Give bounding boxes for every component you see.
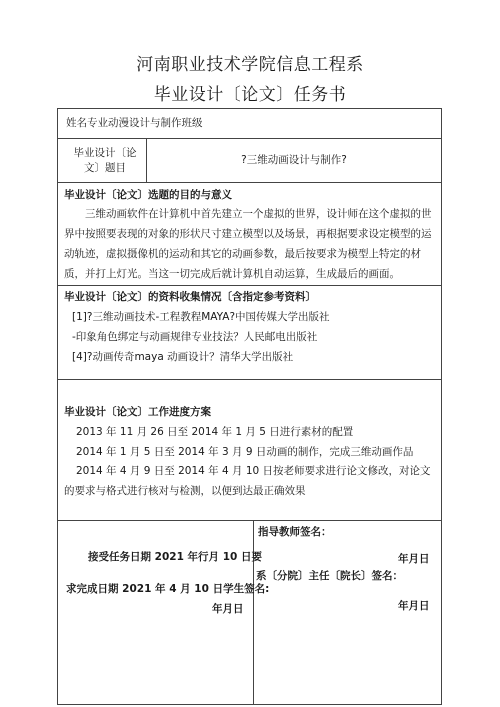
purpose-text: 三维动画软件在计算机中首先建立一个虚拟的世界，设计师在这个虚拟的世界中按照要表现的对象的形状尺寸建立模型以及场景，再根据要求设定模型的运动轨迹，虚拟摄像机的运动和其它的动画参数，最后按要求为模型上特定的材质，并打上灯光。当这一切完成后就计算机自动运算，生成最后的画面。 [64,208,432,280]
topic-value: ?三维动画设计与制作? [241,154,347,166]
topic-label-line1: 毕业设计〔论 [73,147,137,159]
schedule-item-text: 2014 年 4 月 9 日至 2014 年 4 月 10 日按老师要求进行论文修改，对论文的要求与格式进行核对与检测，以便到达最正确效果 [64,465,431,497]
purpose-heading: 毕业设计〔论文〕选题的目的与意义 [64,189,232,201]
schedule-item-long [64,461,436,501]
purpose-body [64,204,436,284]
schedule-heading: 毕业设计〔论文〕工作进度方案 [64,406,211,418]
references-heading: 毕业设计〔论文〕的资料收集情况〔含指定参考资料〕 [64,291,316,303]
schedule-item: 2014 年 1 月 5 日至 2014 年 3 月 9 日动画的制作，完成三维动画作品 [76,446,414,458]
row-divider [57,138,442,139]
row-divider [57,285,442,286]
complete-date-line: 求完成日期 2021 年 4 月 10 日学生签名: [66,583,270,595]
dean-sign-date: 年月日 [398,600,430,612]
reference-item: [1]?三维动画技术-工程教程MAYA?中国传媒大学出版社 [72,311,330,323]
row-divider [57,379,442,380]
row-divider [57,182,442,183]
column-divider [253,520,254,705]
schedule-item: 2013 年 11 月 26 日至 2014 年 1 月 5 日进行素材的配置 [76,426,354,438]
topic-label-line2: 文〕题目 [84,162,126,174]
advisor-sign-label: 指导教师签名： [258,526,332,538]
dean-sign-label: 系〔分院〕主任〔院长〕签名： [256,570,403,582]
accept-date-line: 接受任务日期 2021 年行月 10 日要 [88,551,262,563]
reference-item: [4]?动画传奇maya 动画设计？清华大学出版社 [72,351,294,363]
row-divider [57,520,442,521]
student-sign-date: 年月日 [212,603,244,615]
student-info-row: 姓名专业动漫设计与制作班级 [66,117,203,129]
school-title: 河南职业技术学院信息工程系 [136,55,364,75]
reference-item: -印象角色绑定与动画规律专业技法？人民邮电出版社 [72,331,318,343]
advisor-sign-date: 年月日 [398,553,430,565]
document-title: 毕业设计〔论文〕任务书 [153,85,347,105]
